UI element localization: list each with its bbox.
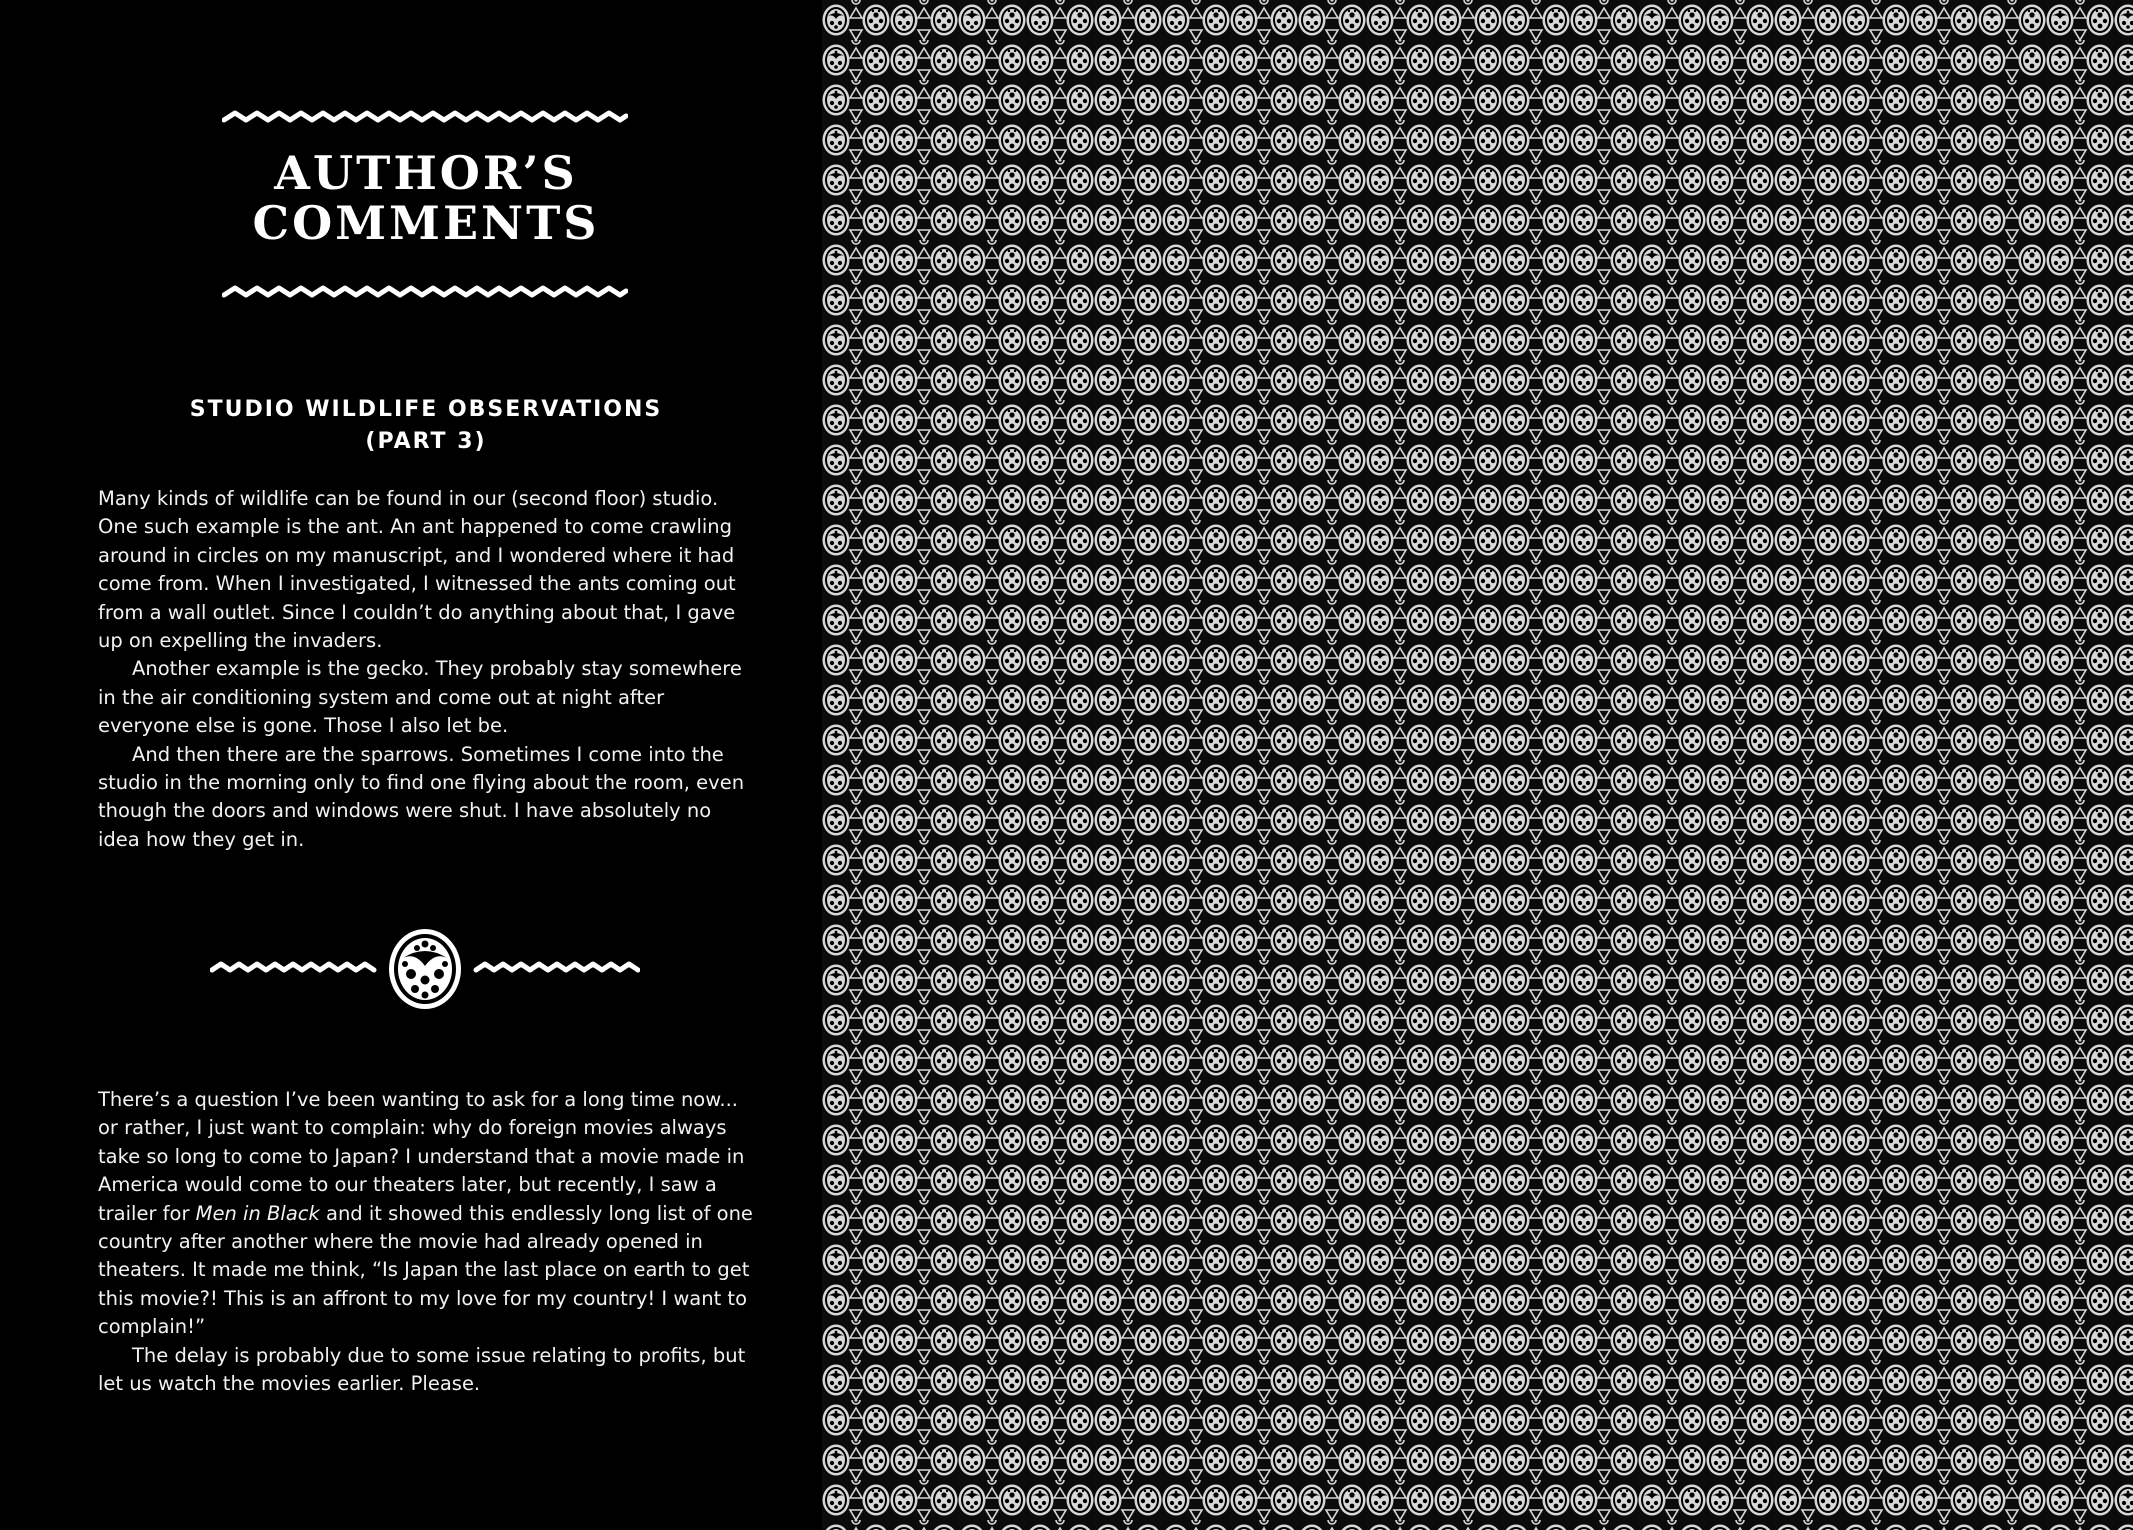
divider-zigzag-left [212,964,374,970]
circle-triangle-pattern [822,0,2133,1530]
movie-title: Men in Black [195,1201,320,1225]
divider-zigzag-right [476,964,638,970]
left-page [0,0,822,1530]
wildlife-section-body [98,485,758,854]
paragraph: The delay is probably due to some issue relating to profits, but let us watch the movies earlier. Please. [98,1343,746,1396]
section-heading-line-2: (PART 3) [365,429,487,454]
title-line-1: AUTHOR’S [274,146,578,200]
paragraph [98,1086,758,1342]
paragraph: And then there are the sparrows. Sometimes I come into the studio in the morning only to find one flying about the room, even though the doors and windows were shut. I have absolutely no idea how they get in. [98,742,745,851]
zigzag-ornament-top [222,108,628,126]
ladybug-shell-icon [389,929,461,1009]
section-divider [210,922,640,1012]
paragraph: Another example is the gecko. They probably stay somewhere in the air conditioning system and come out at night after everyone else is gone. Those I also let be. [98,657,742,738]
paragraph-text: There’s a question I’ve been wanting to ask for a long time now... or rather, I just want to complain: why do foreign movies always take so long to come to Japan? I understand that a movie made in America would come to our theaters later, but recently, I saw a trailer for [98,1088,745,1225]
section-heading [98,394,754,458]
section-heading-line-1: STUDIO WILDLIFE OBSERVATIONS [189,397,663,422]
page-title [140,148,712,248]
paragraph-text: and it showed this endlessly long list of one country after another where the movie had already opened in theaters. It made me think, “Is Japan the last place on earth to get this movie?! This is an affront to my love for my country! I want to complain!” [98,1201,753,1339]
zigzag-ornament-bottom [222,283,628,301]
decorative-pattern-panel [822,0,2133,1530]
title-line-2: COMMENTS [252,196,600,250]
paragraph: Many kinds of wildlife can be found in our (second floor) studio. One such example is the ant. An ant happened to come crawling around in circles on my manuscript, and I wondered where it had come from. When I investigated, I witnessed the ants coming out from a wall outlet. Since I couldn’t do anything about that, I gave up on expelling the invaders. [98,487,736,653]
movies-section-body [98,1086,758,1398]
